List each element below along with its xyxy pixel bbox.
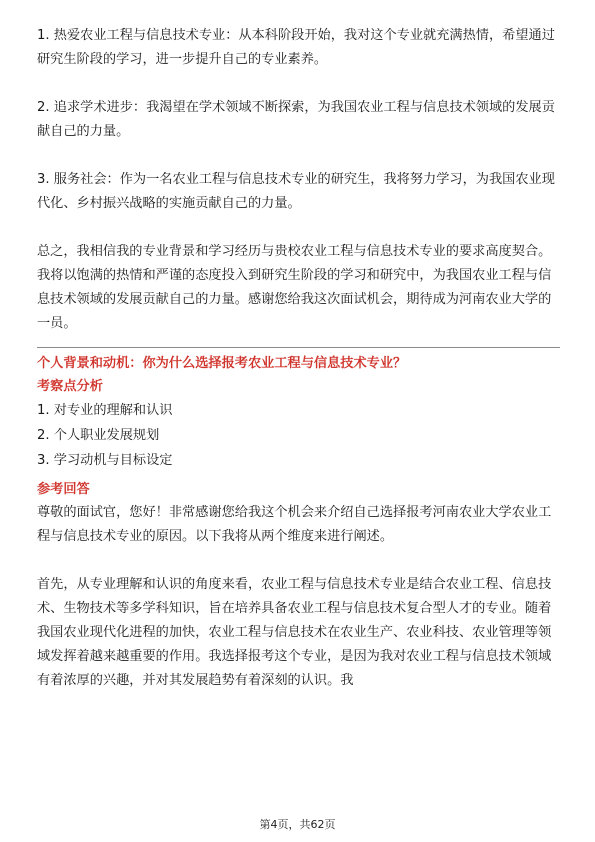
analysis-list [37, 398, 560, 473]
analysis-heading: 考察点分析 [37, 379, 103, 394]
answer-heading: 参考回答 [37, 482, 90, 497]
answer-paragraph-2: 首先，从专业理解和认识的角度来看，农业工程与信息技术专业是结合农业工程、信息技术、生物技术等多学科知识，旨在培养具备农业工程与信息技术复合型人才的专业。随着我国农业现代化进程的加快，农业工程与信息技术在农业生产、农业科技、农业管理等领域发挥着越来越重要的作用。我选择报考这个专业，是因为我对农业工程与信息技术领域有着浓厚的兴趣，并对其发展趋势有着深刻的认识。我 [37, 577, 552, 688]
document-page [37, 24, 560, 693]
paragraph-point-3: 3. 服务社会：作为一名农业工程与信息技术专业的研究生，我将努力学习，为我国农业现代化、乡村振兴战略的实施贡献自己的力量。 [37, 172, 555, 211]
paragraph-point-1: 1. 热爱农业工程与信息技术专业：从本科阶段开始，我对这个专业就充满热情，希望通过研究生阶段的学习，进一步提升自己的专业素养。 [37, 28, 555, 67]
list-item: 2. 个人职业发展规划 [37, 428, 160, 443]
paragraph-point-2: 2. 追求学术进步：我渴望在学术领域不断探索，为我国农业工程与信息技术领域的发展贡献自己的力量。 [37, 100, 555, 139]
question-heading: 个人背景和动机：你为什么选择报考农业工程与信息技术专业？ [37, 356, 407, 371]
list-item: 1. 对专业的理解和认识 [37, 403, 173, 418]
section-divider [37, 347, 560, 348]
answer-paragraph-1: 尊敬的面试官，您好！非常感谢您给我这个机会来介绍自己选择报考河南农业大学农业工程与信息技术专业的原因。以下我将从两个维度来进行阐述。 [37, 505, 552, 544]
list-item: 3. 学习动机与目标设定 [37, 453, 173, 468]
page-number: 第4页，共62页 [259, 818, 336, 831]
paragraph-summary: 总之，我相信我的专业背景和学习经历与贵校农业工程与信息技术专业的要求高度契合。我将以饱满的热情和严谨的态度投入到研究生阶段的学习和研究中，为我国农业工程与信息技术领域的发展贡献自己的力量。感谢您给我这次面试机会，期待成为河南农业大学的一员。 [37, 244, 552, 331]
